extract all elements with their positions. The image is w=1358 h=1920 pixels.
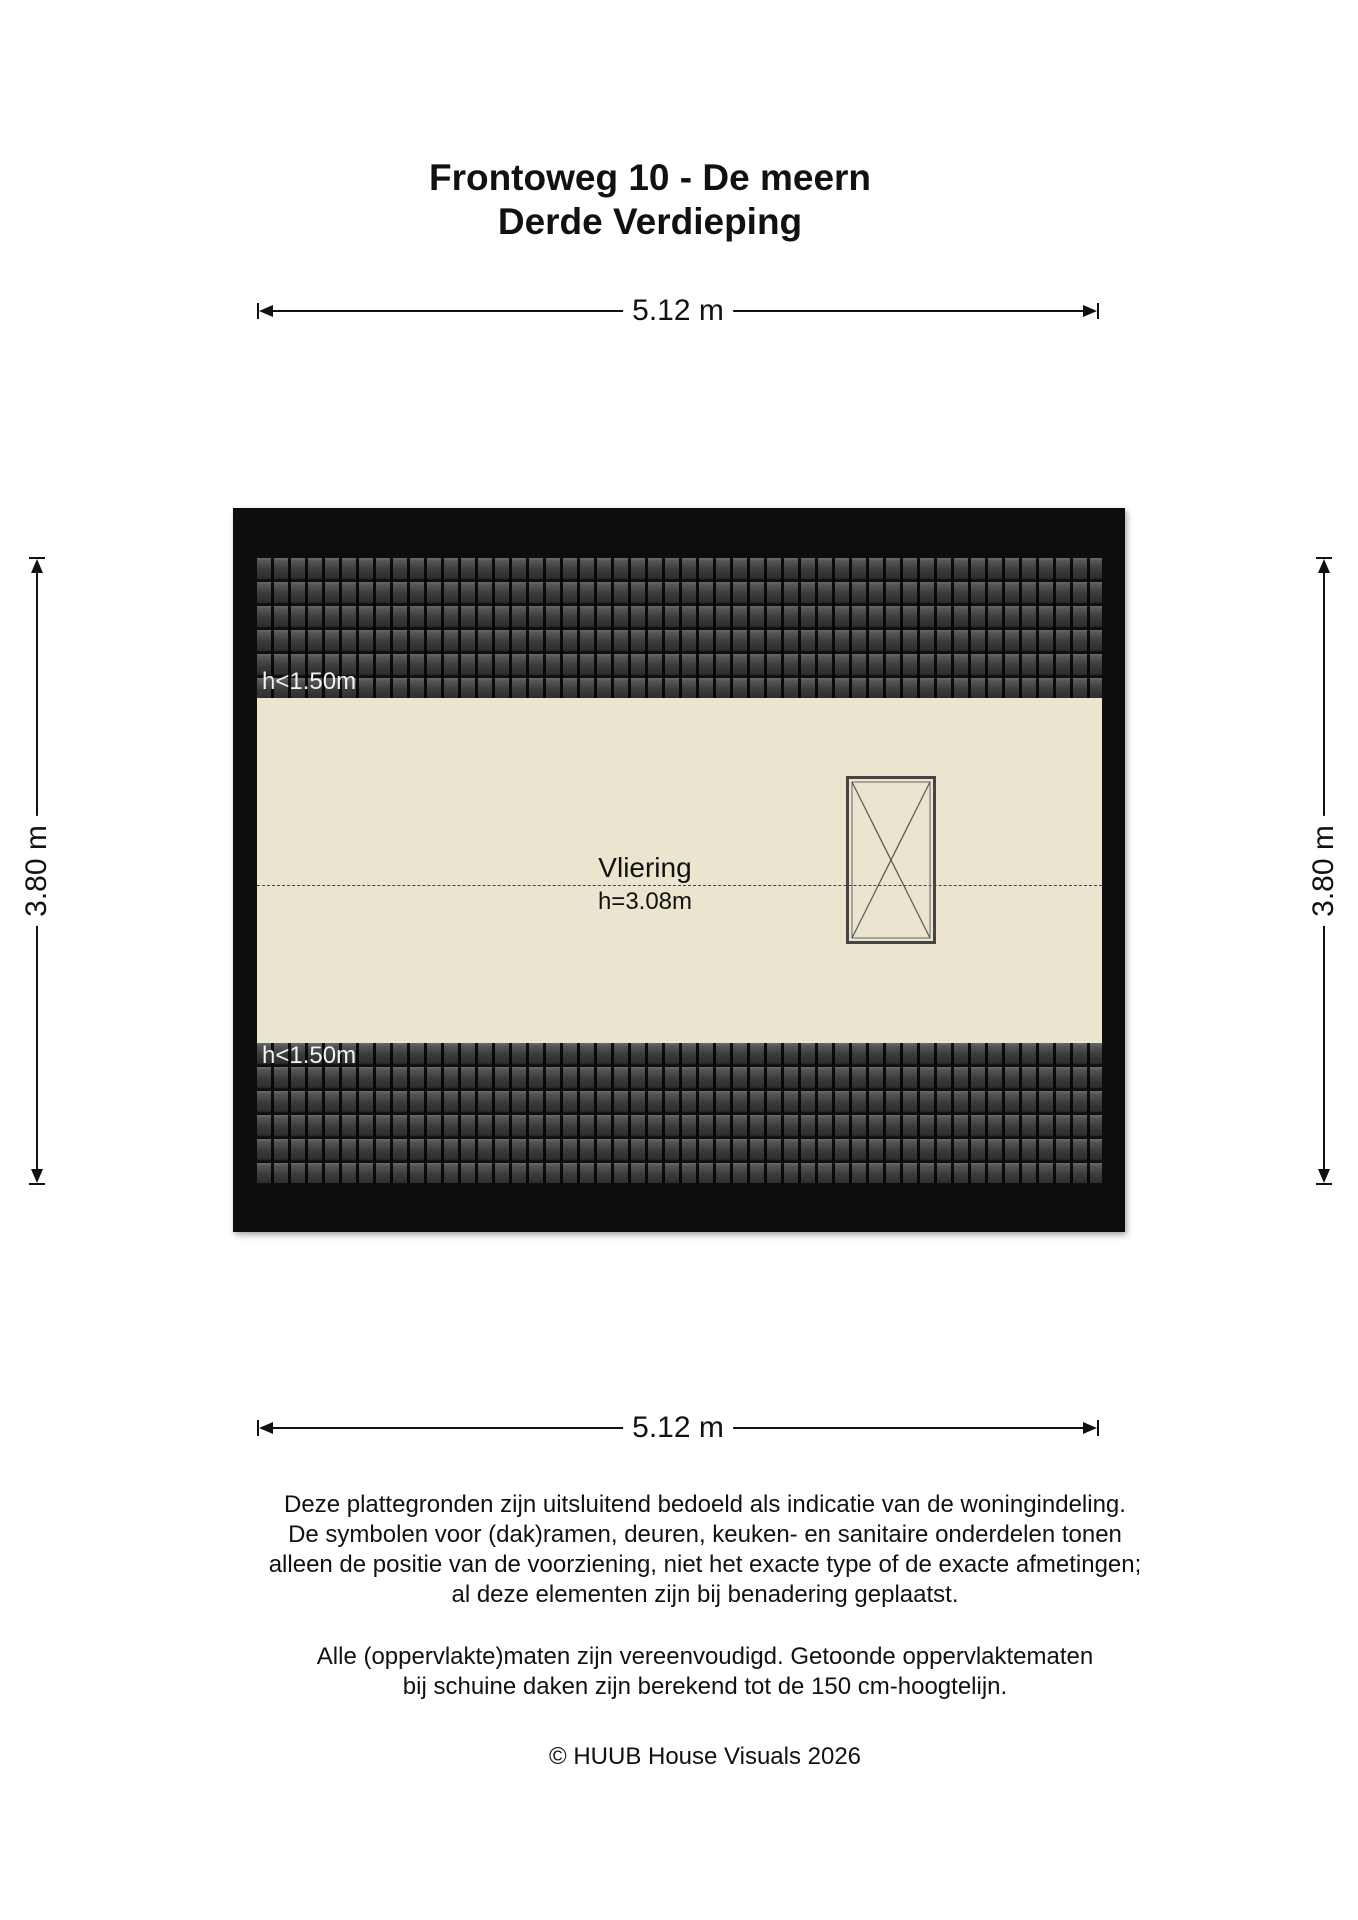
- ridge-line: [257, 885, 1102, 886]
- floor-name: Derde Verdieping: [497, 201, 803, 242]
- disclaimer-line: Deze plattegronden zijn uitsluitend bedoeld als indicatie van de woningindeling.: [284, 1491, 1126, 1518]
- dimension-tick: [1097, 303, 1099, 319]
- dimension-tick: [1097, 1420, 1099, 1436]
- disclaimer-text: [0, 1490, 1358, 1610]
- roof-slope-bottom: [257, 1043, 1102, 1183]
- height-dimension-left: [17, 557, 57, 1185]
- area-note-text: [0, 1642, 1358, 1702]
- arrow-left-icon: [259, 305, 273, 317]
- arrow-down-icon: [1318, 1169, 1330, 1183]
- width-dimension-bottom: [257, 1408, 1099, 1448]
- room-vliering: [257, 698, 1102, 1043]
- disclaimer-line: al deze elementen zijn bij benadering geplaatst.: [451, 1581, 959, 1608]
- plan-title: Frontoweg 10 - De meern: [428, 157, 872, 198]
- note-line: bij schuine daken zijn berekend tot de 150 cm-hoogtelijn.: [402, 1673, 1008, 1700]
- width-label-bottom: 5.12 m: [623, 1408, 733, 1448]
- dimension-tick: [29, 1183, 45, 1185]
- arrow-up-icon: [1318, 559, 1330, 573]
- width-dimension-top: [257, 291, 1099, 331]
- room-height: h=3.08m: [597, 888, 693, 915]
- arrow-left-icon: [259, 1422, 273, 1434]
- room-name: Vliering: [598, 852, 692, 883]
- arrow-down-icon: [31, 1169, 43, 1183]
- roof-height-label-bottom: h<1.50m: [262, 1042, 357, 1069]
- note-line: Alle (oppervlakte)maten zijn vereenvoudigd. Getoonde oppervlaktematen: [316, 1643, 1094, 1670]
- dimension-tick: [1316, 1183, 1332, 1185]
- arrow-up-icon: [31, 559, 43, 573]
- arrow-right-icon: [1083, 1422, 1097, 1434]
- height-label-right: 3.80 m: [1304, 816, 1344, 926]
- floor-plan: [233, 508, 1125, 1232]
- disclaimer-line: De symbolen voor (dak)ramen, deuren, keuken- en sanitaire onderdelen tonen: [288, 1521, 1122, 1548]
- height-label-left: 3.80 m: [17, 816, 57, 926]
- skylight-icon: [846, 776, 936, 944]
- disclaimer-line: alleen de positie van de voorziening, niet het exacte type of de exacte afmetingen;: [268, 1551, 1142, 1578]
- arrow-right-icon: [1083, 305, 1097, 317]
- width-label-top: 5.12 m: [623, 291, 733, 331]
- copyright: © HUUB House Visuals 2026: [548, 1743, 862, 1770]
- height-dimension-right: [1304, 557, 1344, 1185]
- roof-slope-top: [257, 558, 1102, 698]
- roof-height-label-top: h<1.50m: [262, 668, 357, 695]
